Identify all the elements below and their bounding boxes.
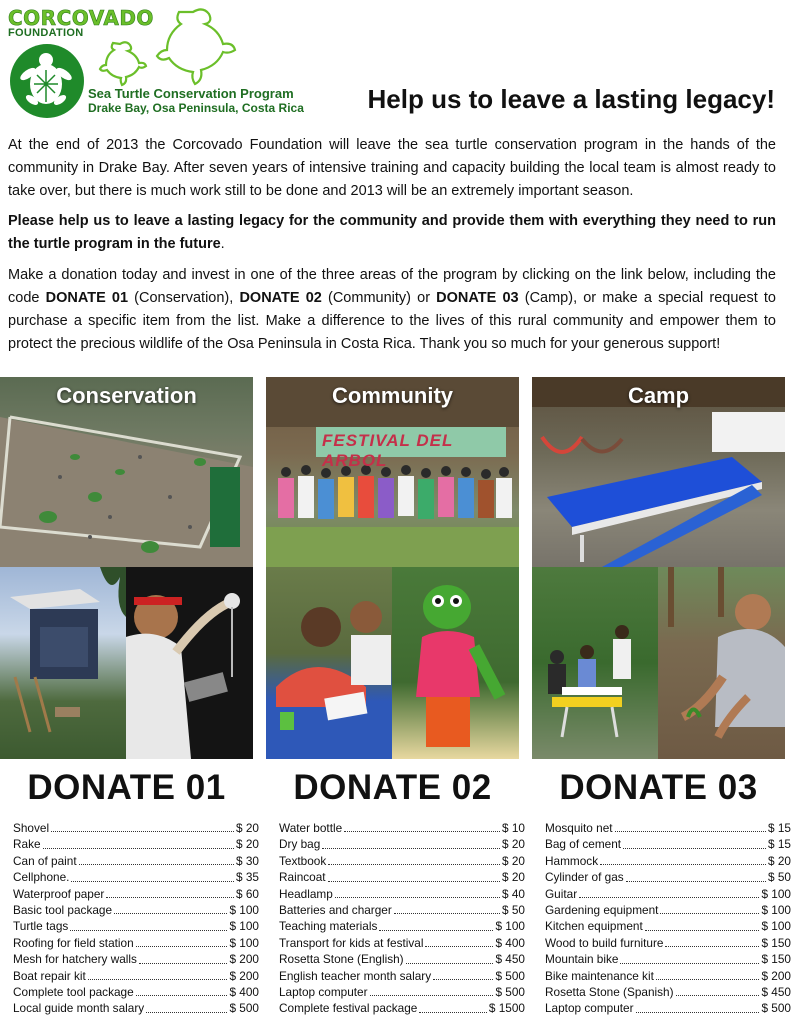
donation-text-c: (Community) or xyxy=(321,290,437,306)
item-name: Cellphone. xyxy=(13,870,70,885)
donate-code-1: DONATE 01 xyxy=(45,290,129,306)
logo-wordmark: CORCOVADO xyxy=(8,6,154,30)
item-name: Guitar xyxy=(545,886,578,901)
hatchery-photo xyxy=(0,377,253,567)
item-name: Water bottle xyxy=(279,821,343,835)
donate-code-3: DONATE 03 xyxy=(436,290,519,306)
item-name: Bike maintenance kit xyxy=(545,968,654,983)
item-price: $ 200 xyxy=(761,968,791,983)
logo-location: Drake Bay, Osa Peninsula, Costa Rica xyxy=(88,101,304,115)
dot-leader xyxy=(419,1000,487,1012)
item-name: Kitchen equipment xyxy=(545,919,643,934)
field-station-photo xyxy=(0,567,126,759)
price-list-item xyxy=(13,951,259,967)
donation-text-d: (Camp), or make a special request to purchase a specific item from the list. Make a difference to the lives of this rural community and empower them to protect the precious wildlife of the Osa Peninsula in Costa Rica. Thank you so much for your generous support! xyxy=(8,290,776,352)
dot-leader xyxy=(43,836,234,848)
logo-foundation: FOUNDATION xyxy=(8,27,84,39)
item-price: $ 150 xyxy=(761,935,791,950)
appeal-paragraph xyxy=(8,210,776,256)
dot-leader xyxy=(344,820,500,832)
dot-leader xyxy=(88,968,228,980)
item-price: $ 500 xyxy=(229,1001,259,1016)
dot-leader xyxy=(623,836,766,848)
dot-leader xyxy=(71,869,234,881)
price-list-item xyxy=(13,968,259,984)
dot-leader xyxy=(51,820,234,832)
price-list-item xyxy=(13,853,259,869)
dot-leader xyxy=(406,951,494,963)
item-price: $ 500 xyxy=(495,968,525,983)
item-name: Mosquito net xyxy=(545,821,613,835)
price-list-item xyxy=(279,869,525,885)
dot-leader xyxy=(636,1000,760,1012)
price-list-item xyxy=(13,869,259,885)
intro-paragraph: At the end of 2013 the Corcovado Foundation will leave the sea turtle conservation program in the hands of the community in Drake Bay. After seven years of intensive training and capacity building the local team is almost ready to take over, but there is much work still to be done and 2013 will be an extremely important season. xyxy=(8,137,776,199)
item-name: Mountain bike xyxy=(545,952,619,967)
price-list-item xyxy=(279,1000,525,1016)
item-name: Gardening equipment xyxy=(545,903,659,918)
price-list-item xyxy=(279,886,525,902)
item-price: $ 200 xyxy=(229,952,259,967)
turtle-logo-icon xyxy=(10,44,84,118)
item-price: $ 100 xyxy=(229,935,259,950)
price-list-item xyxy=(545,935,791,951)
dot-leader xyxy=(335,886,500,898)
item-price: $ 150 xyxy=(761,952,791,967)
donate-03-heading: DONATE 03 xyxy=(559,768,758,807)
classroom-photo xyxy=(266,567,392,759)
price-list-item xyxy=(279,951,525,967)
gardening-photo xyxy=(658,567,785,759)
dot-leader xyxy=(394,902,500,914)
dot-leader xyxy=(660,902,759,914)
item-price: $ 20 xyxy=(502,870,525,885)
price-list-01 xyxy=(13,820,259,1017)
price-list-item xyxy=(279,853,525,869)
item-price: $ 100 xyxy=(761,919,791,934)
item-price: $ 50 xyxy=(502,903,525,918)
item-price: $ 20 xyxy=(502,837,525,852)
turtle-outlines-icon xyxy=(98,4,258,84)
page-title: Help us to leave a lasting legacy! xyxy=(367,84,775,114)
conservation-column xyxy=(0,377,253,759)
item-price: $ 100 xyxy=(495,919,525,934)
dot-leader xyxy=(79,853,234,865)
item-price: $ 200 xyxy=(229,968,259,983)
dot-leader xyxy=(600,853,766,865)
donate-02-heading: DONATE 02 xyxy=(293,768,492,807)
item-price: $ 450 xyxy=(761,985,791,1000)
price-list-item xyxy=(279,935,525,951)
price-list-item xyxy=(545,869,791,885)
item-price: $ 10 xyxy=(502,821,525,835)
price-list-03 xyxy=(545,820,791,1017)
price-list-item xyxy=(279,968,525,984)
camp-table-photo xyxy=(532,377,785,567)
item-name: Boat repair kit xyxy=(13,968,86,983)
community-column xyxy=(266,377,519,759)
item-name: Hammock xyxy=(545,853,599,868)
price-list-item xyxy=(545,902,791,918)
price-list-item xyxy=(545,820,791,836)
dot-leader xyxy=(656,968,760,980)
festival-group-photo xyxy=(266,377,519,567)
appeal-period: . xyxy=(220,236,225,252)
dot-leader xyxy=(70,918,227,930)
item-price: $ 20 xyxy=(502,853,525,868)
donation-text-a: Make a donation today and invest in one of the three areas of the program by clicking on the link below, including the code xyxy=(8,267,776,306)
item-name: Wood to build furniture xyxy=(545,935,664,950)
price-list-item xyxy=(279,918,525,934)
item-name: Turtle tags xyxy=(13,919,69,934)
price-list-item xyxy=(13,918,259,934)
price-list-item xyxy=(13,902,259,918)
item-name: Bag of cement xyxy=(545,837,622,852)
dot-leader xyxy=(676,984,760,996)
item-name: Waterproof paper xyxy=(13,886,105,901)
dot-leader xyxy=(136,984,228,996)
dot-leader xyxy=(136,935,228,947)
item-price: $ 500 xyxy=(761,1001,791,1016)
appeal-text: Please help us to leave a lasting legacy for the community and provide them with everything they need to run the turtle program in the future xyxy=(8,213,776,252)
item-name: Rosetta Stone (Spanish) xyxy=(545,985,674,1000)
item-name: Textbook xyxy=(279,853,327,868)
price-list-item xyxy=(13,886,259,902)
item-price: $ 1500 xyxy=(488,1001,525,1016)
dot-leader xyxy=(139,951,228,963)
item-name: Laptop computer xyxy=(545,1001,634,1016)
item-price: $ 15 xyxy=(768,821,791,835)
item-name: Rake xyxy=(13,837,41,852)
scientist-photo xyxy=(126,567,253,759)
festival-banner-text: FESTIVAL DEL ARBOL xyxy=(322,431,454,470)
item-name: Dry bag xyxy=(279,837,321,852)
dot-leader xyxy=(620,951,759,963)
item-price: $ 40 xyxy=(502,886,525,901)
item-name: Basic tool package xyxy=(13,903,113,918)
donation-paragraph xyxy=(8,264,776,356)
item-name: Headlamp xyxy=(279,886,333,901)
item-price: $ 100 xyxy=(229,919,259,934)
dot-leader xyxy=(114,902,227,914)
item-name: Complete tool package xyxy=(13,985,134,1000)
price-list-item xyxy=(545,886,791,902)
dot-leader xyxy=(322,836,500,848)
price-list-item xyxy=(545,836,791,852)
dot-leader xyxy=(645,918,760,930)
item-price: $ 20 xyxy=(236,821,259,835)
corcovado-logo xyxy=(6,4,304,116)
dot-leader xyxy=(379,918,493,930)
item-price: $ 100 xyxy=(229,903,259,918)
price-list-item xyxy=(13,820,259,836)
item-name: Rosetta Stone (English) xyxy=(279,952,404,967)
price-list-02 xyxy=(279,820,525,1017)
item-price: $ 500 xyxy=(495,985,525,1000)
item-price: $ 100 xyxy=(761,903,791,918)
price-list-item xyxy=(545,951,791,967)
item-price: $ 60 xyxy=(236,886,259,901)
item-name: Roofing for field station xyxy=(13,935,134,950)
item-price: $ 15 xyxy=(768,837,791,852)
dot-leader xyxy=(626,869,766,881)
price-list-item xyxy=(545,853,791,869)
dot-leader xyxy=(615,820,766,832)
item-price: $ 450 xyxy=(495,952,525,967)
dot-leader xyxy=(425,935,493,947)
camp-column xyxy=(532,377,785,759)
child-mask-photo xyxy=(392,567,519,759)
item-name: Teaching materials xyxy=(279,919,378,934)
price-list-item xyxy=(279,820,525,836)
item-name: Mesh for hatchery walls xyxy=(13,952,137,967)
price-list-item xyxy=(13,935,259,951)
price-list-item xyxy=(545,1000,791,1016)
dot-leader xyxy=(370,984,494,996)
column-title-community: Community xyxy=(332,383,453,408)
price-list-item xyxy=(13,984,259,1000)
item-name: Local guide month salary xyxy=(13,1001,145,1016)
item-name: Raincoat xyxy=(279,870,326,885)
price-list-item xyxy=(13,836,259,852)
item-price: $ 50 xyxy=(768,870,791,885)
donate-code-2: DONATE 02 xyxy=(239,290,322,306)
dot-leader xyxy=(579,886,759,898)
price-list-item xyxy=(545,968,791,984)
item-price: $ 400 xyxy=(229,985,259,1000)
item-price: $ 30 xyxy=(236,853,259,868)
price-list-item xyxy=(545,918,791,934)
item-name: Batteries and charger xyxy=(279,903,392,918)
price-list-item xyxy=(279,902,525,918)
item-name: Complete festival package xyxy=(279,1001,418,1016)
price-list-item xyxy=(13,1000,259,1016)
column-title-conservation: Conservation xyxy=(56,383,197,408)
price-list-item xyxy=(279,836,525,852)
item-name: Transport for kids at festival xyxy=(279,935,424,950)
dot-leader xyxy=(328,869,500,881)
dot-leader xyxy=(665,935,759,947)
item-price: $ 20 xyxy=(768,853,791,868)
item-name: Laptop computer xyxy=(279,985,368,1000)
item-name: Shovel xyxy=(13,821,50,835)
donate-01-heading: DONATE 01 xyxy=(27,768,226,807)
dot-leader xyxy=(433,968,493,980)
item-price: $ 100 xyxy=(761,886,791,901)
item-price: $ 20 xyxy=(236,837,259,852)
item-name: English teacher month salary xyxy=(279,968,432,983)
donation-text-b: (Conservation), xyxy=(128,290,240,306)
item-price: $ 400 xyxy=(495,935,525,950)
dot-leader xyxy=(146,1000,227,1012)
price-list-item xyxy=(545,984,791,1000)
item-name: Can of paint xyxy=(13,853,77,868)
picnic-group-photo xyxy=(532,567,658,759)
price-list-item xyxy=(279,984,525,1000)
logo-program-name: Sea Turtle Conservation Program xyxy=(88,86,294,101)
item-name: Cylinder of gas xyxy=(545,870,624,885)
dot-leader xyxy=(328,853,500,865)
column-title-camp: Camp xyxy=(627,383,690,408)
item-price: $ 35 xyxy=(236,870,259,885)
dot-leader xyxy=(106,886,234,898)
